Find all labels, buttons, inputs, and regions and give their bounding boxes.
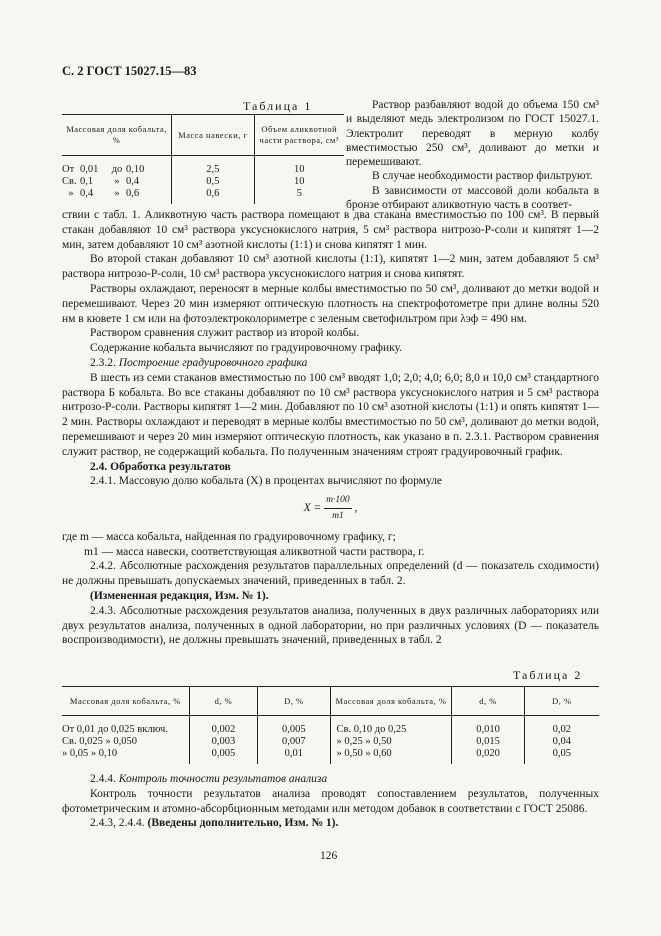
table1 [62,114,344,204]
formula-tail: , [354,502,358,515]
table2-d: 0,005 [189,748,257,764]
paragraph: Растворы охлаждают, переносят в мерные колбы вместимостью по 50 см³, доливают до метки водой и перемешивают. Через 20 мин измеряют оптическую плотность на спектрофотометре при длине волны 520 нм в кювете 1 см или на фотоэлектроколориметре с зеленым светофильтром при λэф = 490 нм. [62,282,599,325]
formula [62,489,599,530]
page-header: С. 2 ГОСТ 15027.15—83 [62,64,197,78]
table2-d: 0,002 [189,716,257,737]
range-from: 0,4 [80,188,94,199]
table-row [62,716,599,737]
table-row [62,748,599,764]
range-mid: » [114,188,120,199]
section-heading-2-4 [62,460,599,475]
table2-header: d, % [452,687,524,716]
table1-header-volume: Объем аликвотной части раствора, см³ [254,115,344,156]
table2-D: 0,04 [524,736,599,748]
table1-mass: 0,5 [172,176,254,188]
table-row [62,736,599,748]
main-text [62,208,599,648]
table2-D: 0,05 [524,748,599,764]
table2-range: » 0,50 » 0,60 [330,748,452,764]
paragraph: Во второй стакан добавляют 10 см³ азотной кислоты (1:1), кипятят 1—2 мин, затем добавляют 5 см³ раствора нитрозо-Р-соли, 10 см³ раствора уксуснокислого натрия и снова кипятят. [62,253,599,281]
range-from: 0,1 [80,176,94,187]
table2 [62,686,599,764]
table2-d: 0,010 [452,716,524,737]
table2-header-row [62,687,599,716]
table1-header-row [62,115,344,156]
table1-volume: 10 [254,156,344,177]
section-number: 2.3.2. [90,356,116,369]
table1-header-mass: Масса навески, г [172,115,254,156]
range-to: 0,4 [126,176,140,187]
paragraph: В случае необходимости раствор фильтруют. [372,170,593,183]
table2-range: Св. 0,10 до 0,25 [330,716,452,737]
section-number: 2.4.3, 2.4.4. [90,817,145,830]
table2-range: » 0,05 » 0,10 [62,748,118,759]
table2-header: Массовая доля кобальта, % [330,687,452,716]
amendment-text: (Введены дополнительно, Изм. № 1). [147,817,339,830]
table2-d: 0,003 [189,736,257,748]
table-row [62,156,344,177]
table1-volume: 5 [254,188,344,204]
table1-mass: 0,6 [172,188,254,204]
formula-fraction [324,493,352,524]
table1-mass: 2,5 [172,156,254,177]
paragraph: Контроль точности результатов анализа проводят сопоставлением результатов, полученных фотометрическим и атомно-абсорбционным методами или методом добавок в соответствии с ГОСТ 25086. [62,787,599,815]
paragraph: Раствор разбавляют водой до объема 150 см³ и выделяют медь электролизом по ГОСТ 15027.1. Электролит переводят в мерную колбу вместимостью 250 см³, доливают до метки и перемешивают. [346,99,599,169]
range-to: 0,6 [126,188,140,199]
paragraph: ствии с табл. 1. Аликвотную часть раствора помещают в два стакана вместимостью по 100 см³. В первый стакан добавляют 10 см³ раствора уксуснокислого натрия, 5 см³ раствора нитрозо-Р-соли и кипятят 1—2 мин, затем добавляют 10 см³ азотной кислоты (1:1) и снова кипятят 1 мин. [62,209,599,251]
table2-header: d, % [189,687,257,716]
paragraph: 2.4.2. Абсолютные расхождения результатов параллельных определений (d — показатель сходимости) не должны превышать допускаемых значений, приведенных в табл. 2. [62,560,599,588]
range-prefix: » [68,188,74,199]
table2-header: Массовая доля кобальта, % [62,687,189,716]
amendment-note [62,816,599,831]
section-heading-2-3-2 [62,356,599,371]
table2-range: От 0,01 до 0,025 включ. [62,724,168,735]
formula-denominator: m1 [332,510,344,521]
section-title: Построение градуировочного графика [118,356,308,369]
table2-header: D, % [524,687,599,716]
table1-caption: Таблица 1 [243,99,313,113]
section-title: Контроль точности результатов анализа [118,773,328,785]
formula-lhs: X = [303,502,322,515]
range-prefix: От [62,164,75,175]
table1-range [62,188,172,204]
right-column-text [346,98,599,212]
range-mid: » [114,176,120,187]
range-from: 0,01 [80,164,99,175]
closing-text [62,772,599,831]
table2-caption: Таблица 2 [513,668,583,682]
table1-range [62,176,172,188]
paragraph: 2.4.3. Абсолютные расхождения результатов анализа, полученных в двух различных лабораториях или двух результатов анализа, полученных в одной лаборатории, но при различных условиях (D — показатель воспроизводимости), не должны превышать значений, приведенных в табл. 2 [62,604,599,647]
table2-D: 0,02 [524,716,599,737]
formula-numerator: m·100 [324,493,352,509]
paragraph: В шесть из семи стаканов вместимостью по 100 см³ вводят 1,0; 2,0; 4,0; 6,0; 8,0 и 10,0 см³ стандартного раствора Б кобальта. Во все стаканы добавляют по 10 см³ раствора уксуснокислого натрия и 5 см³ раствора нитрозо-Р-соли. Растворы кипятят 1—2 мин. Добавляют по 10 см³ азотной кислоты (1:1) и опять кипятят 1—2 мин. Растворы охлаждают и переводят в мерные колбы вместимостью по 50 см³, доливают до метки водой, перемешивают и через 20 мин измеряют оптическую плотность, как указано в п. 2.3.1. Раствором сравнения служит раствор, не содержащий кобальта. По полученным значениям строят градуировочный график. [62,371,599,458]
range-to: 0,10 [126,164,145,175]
range-mid: до [111,164,123,175]
paragraph: В зависимости от массовой доли кобальта в бронзе отбирают аликвотную часть в соответ- [346,184,599,212]
table1-range [62,156,172,177]
table-row [62,176,344,188]
table2-header: D, % [258,687,330,716]
table2-D: 0,007 [258,736,330,748]
range-prefix: Св. [62,176,77,187]
table-row [62,188,344,204]
amendment-note [62,589,599,604]
where-line: m1 — масса навески, соответствующая аликвотной части раствора, г. [84,545,425,558]
amendment-text: (Измененная редакция, Изм. № 1). [90,589,269,602]
section-heading-2-4-4 [62,772,599,787]
where-line: где m — масса кобальта, найденная по градуировочному графику, г; [62,530,396,543]
table2-d: 0,015 [452,736,524,748]
paragraph: Содержание кобальта вычисляют по градуировочному графику. [90,342,403,355]
table1-volume: 10 [254,176,344,188]
paragraph: Раствором сравнения служит раствор из второй колбы. [90,327,360,340]
table2-range: Св. 0,025 » 0,050 [62,736,137,747]
paragraph: 2.4.1. Массовую долю кобальта (X) в процентах вычисляют по формуле [90,475,443,488]
table2-D: 0,01 [258,748,330,764]
section-title: 2.4. Обработка результатов [90,460,231,473]
section-number: 2.4.4. [90,773,116,785]
table2-d: 0,020 [452,748,524,764]
page-number: 126 [320,850,338,862]
table2-D: 0,005 [258,716,330,737]
table2-range: » 0,25 » 0,50 [330,736,452,748]
table1-header-fraction: Массовая доля кобальта, % [62,115,172,156]
